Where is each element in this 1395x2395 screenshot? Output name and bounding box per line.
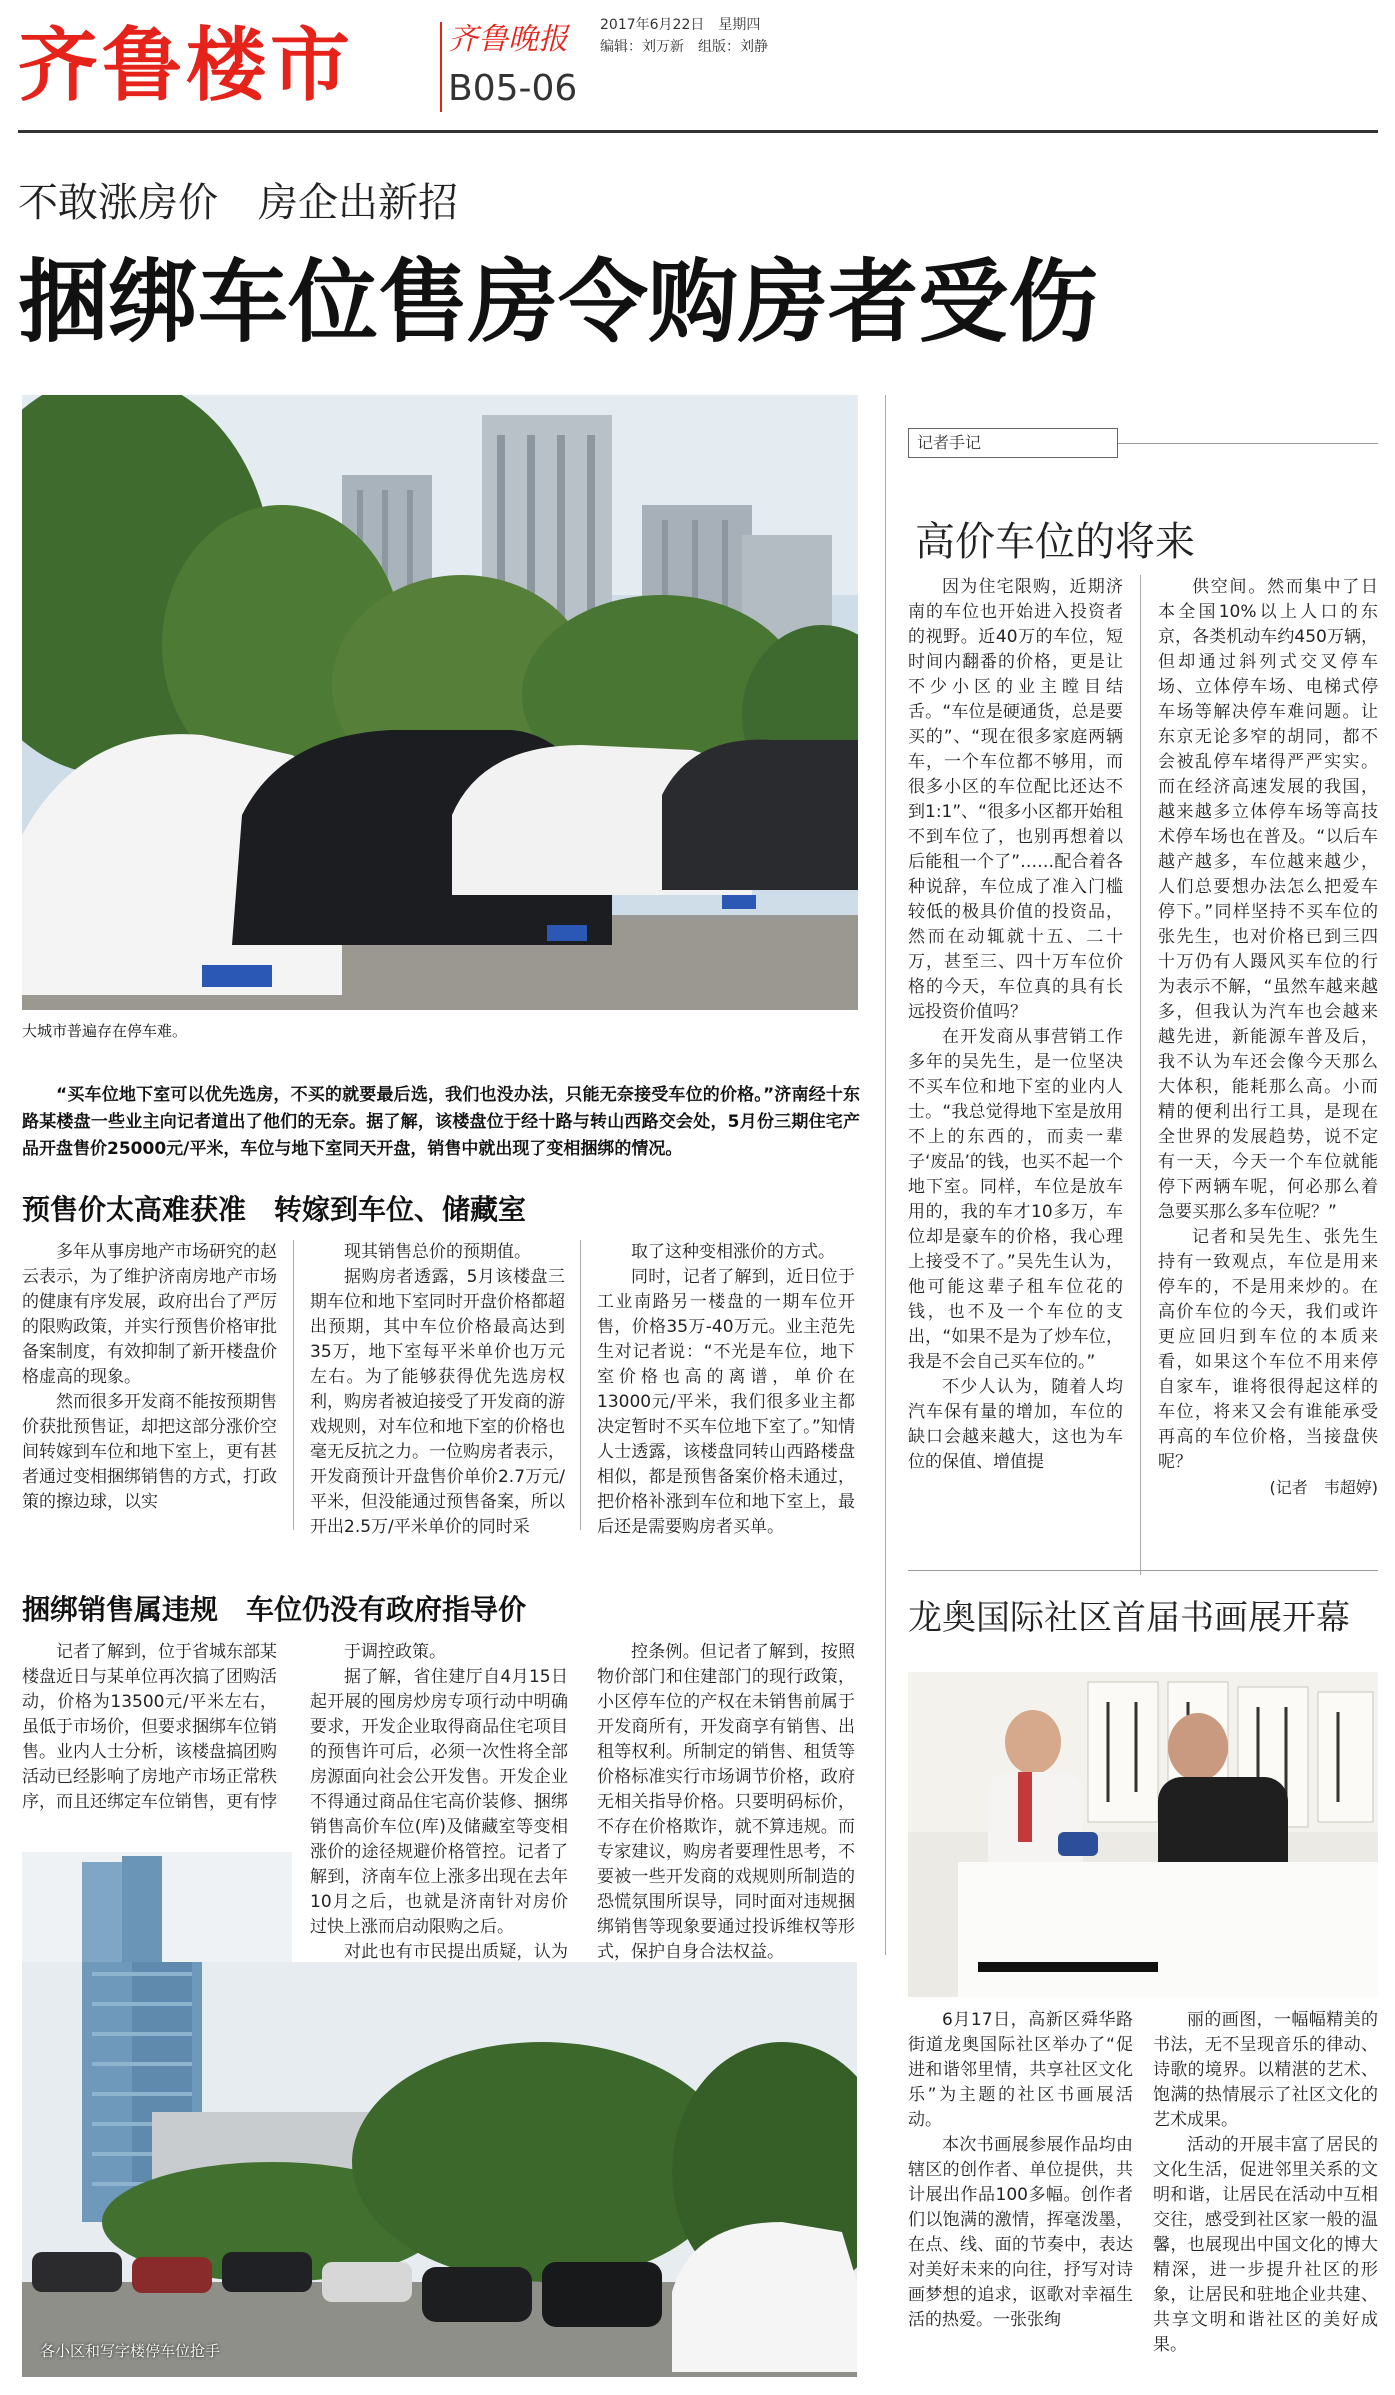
section2-col1 xyxy=(22,1640,277,1815)
paragraph: 取了这种变相涨价的方式。 xyxy=(631,1242,835,1262)
issue-info xyxy=(600,14,920,58)
paragraph: 6月17日，高新区舜华路街道龙奥国际社区举办了“促进和谐邻里情，共享社区文化乐”为主题的社区书画展活动。 xyxy=(908,2010,1133,2130)
event-title: 龙奥国际社区首届书画展开幕 xyxy=(908,1598,1350,1638)
column-divider xyxy=(293,1240,294,1530)
sidebar-col1 xyxy=(908,575,1123,1475)
paragraph: 据购房者透露，5月该楼盘三期车位和地下室同时开盘价格都超出预期，其中车位价格最高达到35万，地下室每平米单价也万元左右。为了能够获得优先选房权利，购房者被迫接受了开发商的游戏规则，对车位和地下室的价格也毫无反抗之力。一位购房者表示，开发商预计开盘售价单价2.7万元/平米，但没能通过预售备案，所以开出2.5万/平米单价的同时采 xyxy=(310,1267,565,1537)
paragraph: 供空间。然而集中了日本全国10%以上人口的东京，各类机动车约450万辆，但却通过斜列式交叉停车场、立体停车场、电梯式停车场等解决停车难问题。让东京无论多窄的胡同，都不会被乱停车堵得严严实实。而在经济高速发展的我国，越来越多立体停车场等高技术停车场也在普及。“以后车越产越多，车位越来越少，人们总要想办法怎么把爱车停下。”同样坚持不买车位的张先生，也对价格已到三四十万仍有人蹑风买车位的行为表示不解，“虽然车越来越多，但我认为汽车也会越来越先进，新能源车普及后，我不认为车还会像今天那么大体积，能耗那么高。小而精的便利出行工具，是现在全世界的发展趋势，说不定有一天，今天一个车位就能停下两辆车呢，何必那么着急要买那么多车位呢？” xyxy=(1158,577,1378,1222)
brand-title: 齐鲁楼市 xyxy=(18,19,354,112)
sub-headline: 不敢涨房价 房企出新招 xyxy=(18,180,458,226)
paragraph: 对此也有市民提出质疑，认为 xyxy=(344,1942,568,1962)
sidebar-label-rule xyxy=(1118,443,1378,444)
masthead-divider xyxy=(440,22,442,112)
sidebar-col2 xyxy=(1158,575,1378,1500)
event-col1 xyxy=(908,2008,1133,2333)
page-number: B05-06 xyxy=(448,68,578,109)
paragraph: 多年从事房地产市场研究的赵云表示，为了维护济南房地产市场的健康有序发展，政府出台了严厉的限购政策，并实行预售价格审批备案制度，有效抑制了新开楼盘价格虚高的现象。 xyxy=(22,1242,277,1387)
paper-name-logo: 齐鲁晚报 xyxy=(448,22,568,57)
event-col2 xyxy=(1153,2008,1378,2358)
paragraph: 因为住宅限购，近期济南的车位也开始进入投资者的视野。近40万的车位，短时间内翻番的价格，更是让不少小区的业主瞠目结舌。“车位是硬通货，总是要买的”、“现在很多家庭两辆车，一个车位都不够用，而很多小区的车位配比还达不到1:1”、“很多小区都开始租不到车位了，也别再想着以后能租一个了”……配合着各种说辞，车位成了准入门槛较低的极具价值的投资品，然而在动辄就十五、二十万，甚至三、四十万车位价格的今天，车位真的具有长远投资价值吗？ xyxy=(908,577,1123,1022)
section1-heading: 预售价太高难获准 转嫁到车位、储藏室 xyxy=(22,1193,527,1226)
sidebar-title: 高价车位的将来 xyxy=(915,519,1195,565)
date-line: 2017年6月22日 星期四 xyxy=(600,17,761,33)
column-divider xyxy=(1140,575,1141,1575)
event-top-rule xyxy=(908,1570,1378,1571)
paragraph: 现其销售总价的预期值。 xyxy=(344,1242,531,1262)
paragraph: 于调控政策。 xyxy=(344,1642,446,1662)
office-tower-photo xyxy=(22,1852,292,1962)
street-parking-photo xyxy=(22,1962,857,2377)
paragraph: 然而很多开发商不能按预期售价获批预售证，却把这部分涨价空间转嫁到车位和地下室上，更有甚者通过变相捆绑销售的方式，打政策的擦边球，以实 xyxy=(22,1392,277,1512)
section2-col3 xyxy=(597,1640,855,1990)
paragraph: 据了解，省住建厅自4月15日起开展的囤房炒房专项行动中明确要求，开发企业取得商品住宅项目的预售许可后，必须一次性将全部房源面向社会公开发售。开发企业不得通过商品住宅高价装修、捆绑销售高价车位(库)及储藏室等变相涨价的途径规避价格管控。记者了解到，济南车位上涨多出现在去年10月之后，也就是济南针对房价过快上涨而启动限购之后。 xyxy=(310,1667,568,1937)
main-headline: 捆绑车位售房令购房者受伤 xyxy=(18,250,1098,355)
sidebar-byline: (记者 韦超婷) xyxy=(1269,1478,1378,1497)
sidebar-divider xyxy=(885,395,886,1955)
calligraphy-exhibition-photo xyxy=(908,1672,1378,1997)
section1-col1 xyxy=(22,1240,277,1515)
sidebar-label: 记者手记 xyxy=(908,428,1118,458)
paragraph: 在开发商从事营销工作多年的吴先生，是一位坚决不买车位和地下室的业内人士。“我总觉得地下室是放用不上的东西的，而卖一辈子‘废品’的钱，也买不起一个地下室。同样，车位是放车用的，我的车才10多万，车位却是豪车的价格，我心理上接受不了。”吴先生认为，他可能这辈子租车位花的钱，也不及一个车位的支出，“如果不是为了炒车位，我是不会自己买车位的。” xyxy=(908,1027,1123,1372)
top-photo-caption: 大城市普遍存在停车难。 xyxy=(22,1022,188,1040)
bottom-photo-caption: 各小区和写字楼停车位抢手 xyxy=(40,2342,221,2360)
section1-col3 xyxy=(597,1240,855,1540)
paragraph: 活动的开展丰富了居民的文化生活，促进邻里关系的文明和谐，让居民在活动中互相交往，感受到社区家一般的温馨，也展现出中国文化的博大精深，进一步提升社区的形象，让居民和驻地企业共建、共享文明和谐社区的美好成果。 xyxy=(1153,2135,1378,2355)
section2-heading: 捆绑销售属违规 车位仍没有政府指导价 xyxy=(22,1593,527,1626)
paragraph: 不少人认为，随着人均汽车保有量的增加，车位的缺口会越来越大，这也为车位的保值、增值提 xyxy=(908,1377,1123,1472)
masthead-rule xyxy=(18,130,1378,133)
lede-paragraph: “买车位地下室可以优先选房，不买的就要最后选，我们也没办法，只能无奈接受车位的价格。”济南经十东路某楼盘一些业主向记者道出了他们的无奈。据了解，该楼盘位于经十路与转山西路交会处，5月份三期住宅产品开盘售价25000元/平米，车位与地下室同天开盘，销售中就出现了变相捆绑的情况。 xyxy=(22,1085,860,1159)
column-divider xyxy=(580,1240,581,1530)
section1-col2 xyxy=(310,1240,565,1540)
editor-line: 编辑：刘万新 组版：刘静 xyxy=(600,39,768,55)
paragraph: 本次书画展参展作品均由辖区的创作者、单位提供，共计展出作品100多幅。创作者们以饱满的激情，挥毫泼墨，在点、线、面的节奏中，表达对美好未来的向往，抒写对诗画梦想的追求，讴歌对幸福生活的热爱。一张张绚 xyxy=(908,2135,1133,2330)
paragraph: 同时，记者了解到，近日位于工业南路另一楼盘的一期车位开售，价格35万-40万元。业主范先生对记者说：“不光是车位，地下室价格也高的离谱，单价在13000元/平米，我们很多业主都决定暂时不买车位地下室了。”知情人士透露，该楼盘同转山西路楼盘相似，都是预售备案价格未通过，把价格补涨到车位和地下室上，最后还是需要购房者买单。 xyxy=(597,1267,855,1537)
section2-col2 xyxy=(310,1640,568,1990)
paragraph: 丽的画图，一幅幅精美的书法，无不呈现音乐的律动、诗歌的境界。以精湛的艺术、饱满的热情展示了社区文化的艺术成果。 xyxy=(1153,2010,1378,2130)
paragraph: 记者了解到，位于省城东部某楼盘近日与某单位再次搞了团购活动，价格为13500元/平米左右，虽低于市场价，但要求捆绑车位销售。业内人士分析，该楼盘搞团购活动已经影响了房地产市场正常秩序，而且还绑定车位销售，更有悖 xyxy=(22,1642,277,1812)
paragraph: 控条例。但记者了解到，按照物价部门和住建部门的现行政策，小区停车位的产权在未销售前属于开发商所有，开发商享有销售、出租等权利。所制定的销售、租赁等价格标准实行市场调节价格，政府无相关指导价格。只要明码标价，不存在价格欺诈，就不算违规。而专家建议，购房者要理性思考，不要被一些开发商的戏规则所制造的恐慌氛围所误导，同时面对违规捆绑销售等现象要通过投诉维权等形式，保护自身合法权益。 xyxy=(597,1642,855,1962)
parking-lot-photo xyxy=(22,395,858,1010)
paragraph: 记者和吴先生、张先生持有一致观点，车位是用来停车的，不是用来炒的。在高价车位的今天，我们或许更应回归到车位的本质来看，如果这个车位不用来停自家车，谁将很得起这样的车位，将来又会有谁能承受再高的车位价格，当接盘侠呢？ xyxy=(1158,1227,1378,1472)
